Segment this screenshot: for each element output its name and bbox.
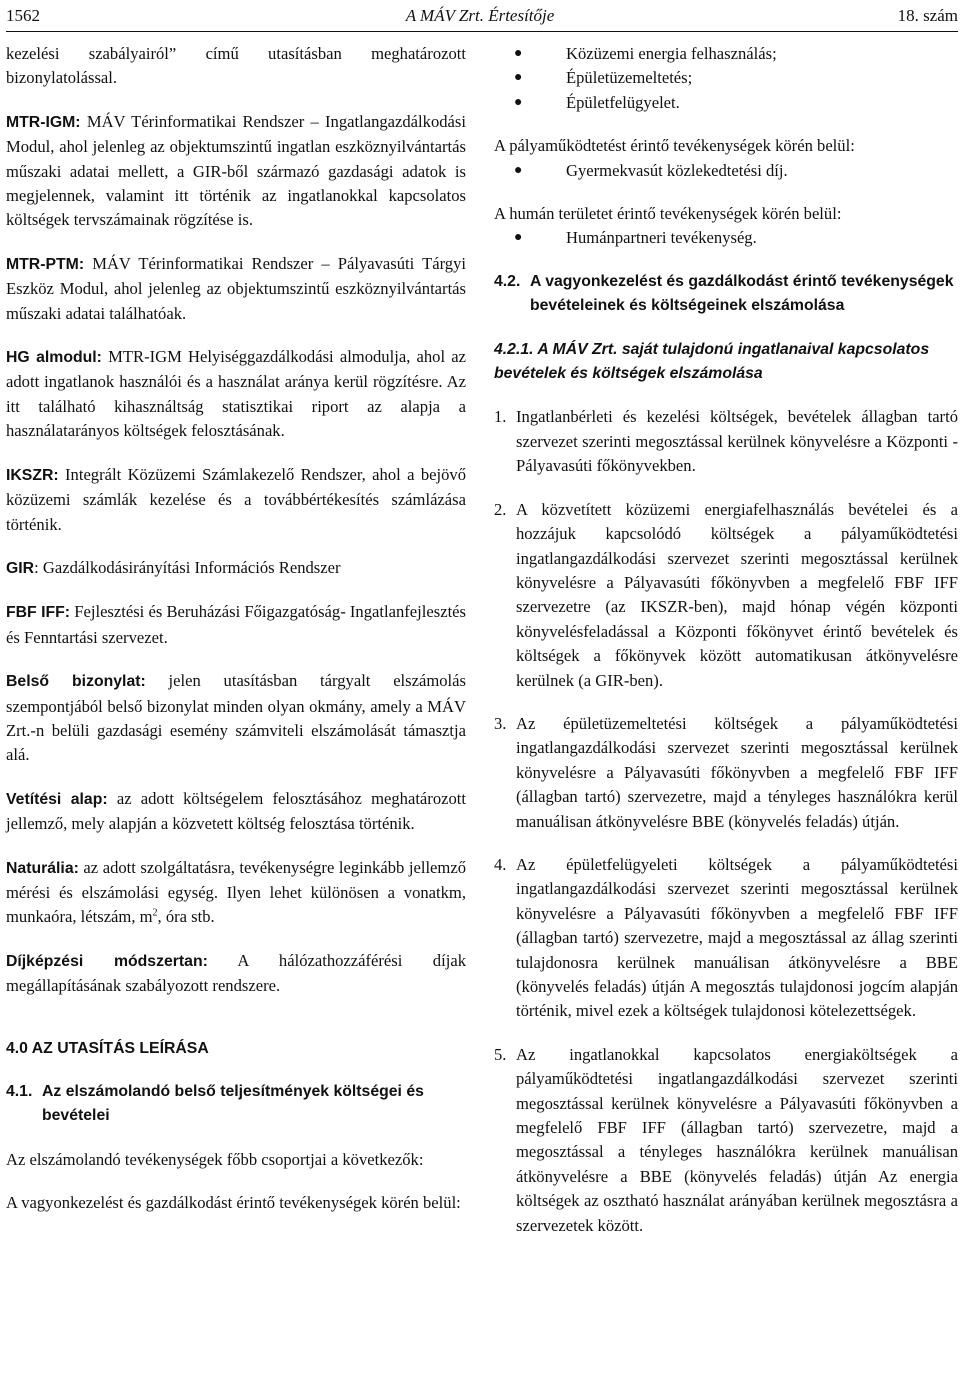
- list-item: [494, 405, 958, 478]
- definition-hg-almodul: [6, 345, 466, 444]
- definition-term: Belső bizonylat:: [6, 673, 146, 691]
- definition-mtr-igm: [6, 110, 466, 233]
- list-item: ● Épületfelügyelet.: [494, 91, 958, 115]
- item-number: 2.: [494, 499, 507, 519]
- definition-ikszr: [6, 463, 466, 537]
- definition-term: IKSZR:: [6, 466, 59, 484]
- definition-text: MTR-IGM Helyiséggazdálkodási almodulja, ahol az adott ingatlanok használói és a használat aránya kerül rögzítésre. Az itt található kihasználtság statisztikai riport az alapja a használatarányos költségek felosztásának.: [6, 347, 466, 441]
- subsection-heading-4-2-1: [494, 338, 958, 387]
- section-heading: 4.0 AZ UTASÍTÁS LEÍRÁSA: [6, 1039, 209, 1057]
- item-text: Ingatlanbérleti és kezelési költségek, bevételek állagban tartó szervezet szerinti megosztással kerülnek könyvelésre a Központi - Pályavasúti főkönyvekben.: [516, 407, 958, 476]
- definition-dijkepzesi: [6, 949, 466, 999]
- superscript: 2: [152, 907, 158, 919]
- definition-text: MÁV Térinformatikai Rendszer – Ingatlangazdálkodási Modul, ahol jelenleg az objektumszintű ingatlan eszköznyilvántartás műszaki adatai mellett, a GIR-ből származó gazdasági adatok is megjelennek, valamint itt történik az ingatlanokkal kapcsolatos költségek tervszámainak rögzítése is.: [6, 111, 466, 230]
- item-text: Az épületüzemeltetési költségek a pályaműködtetési ingatlangazdálkodási szervezet szerinti megosztással kerülnek könyvelésre a Pályavasúti főkönyvben a megfelelő FBF IFF (állagban tartó) szervezetre, majd a tényleges használókra kerül manuálisan átkönyvelésre BBE (könyvelés feladás) útján.: [516, 713, 958, 831]
- intro-continuation: kezelési szabályairól” című utasításban meghatározott bizonylatolással.: [6, 44, 466, 88]
- journal-title: A MÁV Zrt. Értesítője: [405, 6, 555, 25]
- definition-term: MTR-IGM:: [6, 113, 81, 131]
- section-number: 4.2.: [494, 272, 521, 290]
- list-item: [494, 498, 958, 693]
- definition-text: az adott költségelem felosztásához meghatározott jellemző, mely alapján a közvetett költség felosztása történik.: [6, 788, 466, 834]
- item-number: 5.: [494, 1044, 507, 1064]
- paragraph-human: A humán területet érintő tevékenységek körén belül:: [494, 204, 842, 224]
- list-item: ● Közüzemi energia felhasználás;: [494, 42, 958, 66]
- bullet-icon: ●: [514, 94, 523, 110]
- section-heading-4-2: [494, 270, 958, 319]
- bullet-list-vagyon: [494, 42, 958, 115]
- paragraph-palya: A pályaműködtetést érintő tevékenységek körén belül:: [494, 136, 855, 156]
- definition-text: az adott szolgáltatásra, tevékenységre leginkább jellemző mérési és elszámolási egység. Ilyen lehet különösen a vonatkm, munkaóra, létszám, m: [6, 857, 466, 927]
- paragraph-vagyonkezeles: A vagyonkezelést és gazdálkodást érintő tevékenységek körén belül:: [6, 1193, 461, 1213]
- subsection-heading: [6, 1080, 466, 1129]
- list-item: [494, 853, 958, 1024]
- bullet-list-palya: [494, 159, 958, 183]
- page-number: 1562: [6, 6, 40, 25]
- list-item: [494, 1043, 958, 1238]
- item-text: A közvetített közüzemi energiafelhasználás bevételei és a hozzájuk kapcsolódó költségek a pályaműködtetési ingatlangazdálkodási szervezet szerinti megosztással kerülnek könyvelésre a Pályavasúti főkönyvben a megfelelő FBF IFF szervezetre (az IKSZR-ben), majd hónap végén központi könyvelésfeladással a Központi főkönyvet érintő bevételek és költségek a főkönyvek között automatikusan átkönyvelésre kerülnek (a GIR-ben).: [516, 499, 958, 690]
- list-item: ● Gyermekvasút közlekedtetési díj.: [494, 159, 958, 183]
- item-number: 4.: [494, 854, 507, 874]
- definition-term: Naturália:: [6, 859, 79, 877]
- page-header: [0, 0, 960, 34]
- definition-gir: [6, 556, 466, 581]
- definition-text: jelen utasításban tárgyalt elszámolás szempontjából belső bizonylat minden olyan okmány, amely a MÁV Zrt.-n belüli gazdasági esemény számviteli elszámolását támasztja alá.: [6, 671, 466, 765]
- paragraph-groups: Az elszámolandó tevékenységek főbb csoportjai a következők:: [6, 1149, 424, 1169]
- definition-term: FBF IFF:: [6, 604, 71, 622]
- bullet-icon: ●: [514, 70, 523, 86]
- definition-mtr-ptm: [6, 252, 466, 326]
- definition-text: Fejlesztési és Beruházási Főigazgatóság- Ingatlanfejlesztés és Fenntartási szervezet.: [6, 602, 466, 647]
- item-number: 3.: [494, 713, 507, 733]
- definition-naturalia: [6, 856, 466, 930]
- definition-text-end: , óra stb.: [157, 907, 215, 927]
- definition-term: Díjképzési módszertan:: [6, 952, 208, 970]
- bullet-icon: ●: [514, 230, 523, 246]
- definition-term: HG almodul:: [6, 349, 102, 367]
- numbered-list: [494, 405, 958, 1238]
- list-item: [494, 712, 958, 834]
- left-column: [6, 42, 466, 1216]
- header-rule: [6, 31, 958, 32]
- bullet-icon: ●: [514, 162, 523, 178]
- definition-belso-bizonylat: [6, 669, 466, 768]
- section-title: A vagyonkezelést és gazdálkodást érintő tevékenységek bevételeinek és költségeinek elszámolása: [530, 272, 954, 315]
- subsection-title: Az elszámolandó belső teljesítmények költségei és bevételei: [42, 1083, 424, 1125]
- definition-text: MÁV Térinformatikai Rendszer – Pályavasúti Tárgyi Eszköz Modul, ahol jelenleg az objektumszintű eszköznyilvántartás műszaki adatai találhatóak.: [6, 253, 466, 323]
- subsection-number: 4.1.: [6, 1083, 33, 1100]
- right-column: [494, 42, 958, 1257]
- list-item: ● Humánpartneri tevékenység.: [494, 226, 958, 250]
- definition-text: A hálózathozzáférési díjak megállapításának szabályozott rendszere.: [6, 950, 466, 996]
- item-text: Az épületfelügyeleti költségek a pályaműködtetési ingatlangazdálkodási szervezet szerinti megosztással kerülnek könyvelésre a Pályavasúti főkönyvben a megfelelő FBF IFF (állagban tartó) szervezetre, majd a megosztással az állag szerinti tulajdonosra kerülnek manuálisan átkönyvelésre a BBE (könyvelés feladás) útján A megosztás tulajdonosi jogcím alapján történik, mivel ezek a költségek tulajdonosi kötelezettségek.: [516, 854, 958, 1021]
- item-text: Az ingatlanokkal kapcsolatos energiaköltségek a pályaműködtetési ingatlangazdálkodási szervezet szerinti megosztással kerülnek könyvelésre a Pályavasúti főkönyvben a megfelelő FBF IFF (állagban tartó) szervezetre, majd a megosztással a tényleges használókra kerülnek manuálisan átkönyvelésre a BBE (könyvelés feladás) útján Az energia költségek az osztható használat arányában kerülnek megosztásra a szervezetek között.: [516, 1044, 958, 1235]
- definition-fbf-iff: [6, 600, 466, 650]
- definition-text: Integrált Közüzemi Számlakezelő Rendszer, ahol a bejövő közüzemi számlák kezelése és a továbbértékesítés számlázása történik.: [6, 464, 466, 534]
- definition-term: Vetítési alap:: [6, 790, 108, 808]
- subsection-title: 4.2.1. A MÁV Zrt. saját tulajdonú ingatlanaival kapcsolatos bevételek és költségek elszámolása: [494, 340, 930, 383]
- list-item: ● Épületüzemeltetés;: [494, 66, 958, 90]
- definition-term: GIR: [6, 559, 35, 577]
- item-number: 1.: [494, 407, 507, 427]
- issue-number: 18. szám: [897, 6, 958, 25]
- definition-vetitesi-alap: [6, 787, 466, 837]
- definition-text: : Gazdálkodásirányítási Információs Rendszer: [34, 557, 341, 577]
- bullet-icon: ●: [514, 46, 523, 61]
- bullet-list-human: [494, 226, 958, 250]
- definition-term: MTR-PTM:: [6, 255, 85, 273]
